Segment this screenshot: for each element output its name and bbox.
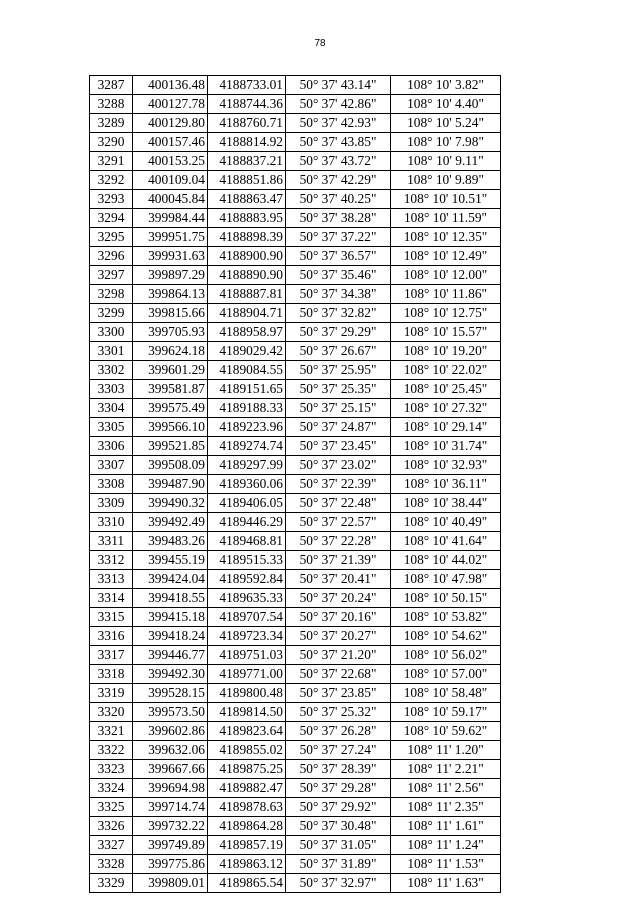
y-coordinate-cell: 4189865.54 bbox=[208, 874, 286, 893]
y-coordinate-cell: 4189751.03 bbox=[208, 646, 286, 665]
longitude-cell: 108° 10' 36.11" bbox=[391, 475, 501, 494]
x-coordinate-cell: 400045.84 bbox=[133, 190, 208, 209]
point-id-cell: 3329 bbox=[90, 874, 133, 893]
x-coordinate-cell: 399418.24 bbox=[133, 627, 208, 646]
x-coordinate-cell: 399490.32 bbox=[133, 494, 208, 513]
latitude-cell: 50° 37' 31.05" bbox=[286, 836, 391, 855]
latitude-cell: 50° 37' 26.67" bbox=[286, 342, 391, 361]
longitude-cell: 108° 10' 56.02" bbox=[391, 646, 501, 665]
longitude-cell: 108° 10' 27.32" bbox=[391, 399, 501, 418]
latitude-cell: 50° 37' 20.41" bbox=[286, 570, 391, 589]
y-coordinate-cell: 4189882.47 bbox=[208, 779, 286, 798]
table-row bbox=[90, 228, 501, 247]
table-row bbox=[90, 684, 501, 703]
x-coordinate-cell: 399575.49 bbox=[133, 399, 208, 418]
point-id-cell: 3321 bbox=[90, 722, 133, 741]
table-row bbox=[90, 380, 501, 399]
point-id-cell: 3328 bbox=[90, 855, 133, 874]
table-row bbox=[90, 570, 501, 589]
longitude-cell: 108° 11' 1.53" bbox=[391, 855, 501, 874]
table-row bbox=[90, 855, 501, 874]
y-coordinate-cell: 4189771.00 bbox=[208, 665, 286, 684]
y-coordinate-cell: 4188863.47 bbox=[208, 190, 286, 209]
longitude-cell: 108° 10' 5.24" bbox=[391, 114, 501, 133]
x-coordinate-cell: 399566.10 bbox=[133, 418, 208, 437]
point-id-cell: 3290 bbox=[90, 133, 133, 152]
table-row bbox=[90, 152, 501, 171]
table-row bbox=[90, 760, 501, 779]
table-row bbox=[90, 475, 501, 494]
point-id-cell: 3300 bbox=[90, 323, 133, 342]
x-coordinate-cell: 399714.74 bbox=[133, 798, 208, 817]
y-coordinate-cell: 4189800.48 bbox=[208, 684, 286, 703]
latitude-cell: 50° 37' 22.48" bbox=[286, 494, 391, 513]
point-id-cell: 3295 bbox=[90, 228, 133, 247]
point-id-cell: 3303 bbox=[90, 380, 133, 399]
longitude-cell: 108° 10' 58.48" bbox=[391, 684, 501, 703]
point-id-cell: 3289 bbox=[90, 114, 133, 133]
x-coordinate-cell: 399809.01 bbox=[133, 874, 208, 893]
point-id-cell: 3288 bbox=[90, 95, 133, 114]
y-coordinate-cell: 4188760.71 bbox=[208, 114, 286, 133]
x-coordinate-cell: 399446.77 bbox=[133, 646, 208, 665]
longitude-cell: 108° 10' 59.62" bbox=[391, 722, 501, 741]
longitude-cell: 108° 10' 47.98" bbox=[391, 570, 501, 589]
table-row bbox=[90, 266, 501, 285]
table-row bbox=[90, 399, 501, 418]
longitude-cell: 108° 11' 2.56" bbox=[391, 779, 501, 798]
table-row bbox=[90, 874, 501, 893]
longitude-cell: 108° 10' 59.17" bbox=[391, 703, 501, 722]
latitude-cell: 50° 37' 42.93" bbox=[286, 114, 391, 133]
point-id-cell: 3297 bbox=[90, 266, 133, 285]
point-id-cell: 3287 bbox=[90, 76, 133, 95]
x-coordinate-cell: 399424.04 bbox=[133, 570, 208, 589]
table-row bbox=[90, 456, 501, 475]
longitude-cell: 108° 10' 31.74" bbox=[391, 437, 501, 456]
y-coordinate-cell: 4189223.96 bbox=[208, 418, 286, 437]
table-row bbox=[90, 646, 501, 665]
y-coordinate-cell: 4188883.95 bbox=[208, 209, 286, 228]
longitude-cell: 108° 10' 11.86" bbox=[391, 285, 501, 304]
y-coordinate-cell: 4189823.64 bbox=[208, 722, 286, 741]
x-coordinate-cell: 399931.63 bbox=[133, 247, 208, 266]
longitude-cell: 108° 11' 1.63" bbox=[391, 874, 501, 893]
latitude-cell: 50° 37' 22.39" bbox=[286, 475, 391, 494]
table-row bbox=[90, 418, 501, 437]
x-coordinate-cell: 400109.04 bbox=[133, 171, 208, 190]
y-coordinate-cell: 4188887.81 bbox=[208, 285, 286, 304]
x-coordinate-cell: 399694.98 bbox=[133, 779, 208, 798]
point-id-cell: 3310 bbox=[90, 513, 133, 532]
longitude-cell: 108° 10' 29.14" bbox=[391, 418, 501, 437]
x-coordinate-cell: 399492.49 bbox=[133, 513, 208, 532]
y-coordinate-cell: 4189297.99 bbox=[208, 456, 286, 475]
table-row bbox=[90, 532, 501, 551]
x-coordinate-cell: 399415.18 bbox=[133, 608, 208, 627]
table-row bbox=[90, 665, 501, 684]
longitude-cell: 108° 11' 1.61" bbox=[391, 817, 501, 836]
longitude-cell: 108° 10' 12.49" bbox=[391, 247, 501, 266]
latitude-cell: 50° 37' 37.22" bbox=[286, 228, 391, 247]
longitude-cell: 108° 10' 44.02" bbox=[391, 551, 501, 570]
y-coordinate-cell: 4188837.21 bbox=[208, 152, 286, 171]
longitude-cell: 108° 10' 50.15" bbox=[391, 589, 501, 608]
latitude-cell: 50° 37' 27.24" bbox=[286, 741, 391, 760]
latitude-cell: 50° 37' 32.97" bbox=[286, 874, 391, 893]
point-id-cell: 3318 bbox=[90, 665, 133, 684]
y-coordinate-cell: 4189515.33 bbox=[208, 551, 286, 570]
x-coordinate-cell: 399455.19 bbox=[133, 551, 208, 570]
table-row bbox=[90, 114, 501, 133]
x-coordinate-cell: 399749.89 bbox=[133, 836, 208, 855]
table-row bbox=[90, 817, 501, 836]
point-id-cell: 3322 bbox=[90, 741, 133, 760]
y-coordinate-cell: 4189084.55 bbox=[208, 361, 286, 380]
table-row bbox=[90, 209, 501, 228]
x-coordinate-cell: 399732.22 bbox=[133, 817, 208, 836]
latitude-cell: 50° 37' 29.29" bbox=[286, 323, 391, 342]
x-coordinate-cell: 399418.55 bbox=[133, 589, 208, 608]
x-coordinate-cell: 399775.86 bbox=[133, 855, 208, 874]
x-coordinate-cell: 399508.09 bbox=[133, 456, 208, 475]
longitude-cell: 108° 10' 19.20" bbox=[391, 342, 501, 361]
point-id-cell: 3315 bbox=[90, 608, 133, 627]
point-id-cell: 3316 bbox=[90, 627, 133, 646]
y-coordinate-cell: 4189468.81 bbox=[208, 532, 286, 551]
latitude-cell: 50° 37' 42.86" bbox=[286, 95, 391, 114]
point-id-cell: 3304 bbox=[90, 399, 133, 418]
x-coordinate-cell: 399601.29 bbox=[133, 361, 208, 380]
x-coordinate-cell: 399951.75 bbox=[133, 228, 208, 247]
page-number: 78 bbox=[314, 38, 326, 49]
y-coordinate-cell: 4189029.42 bbox=[208, 342, 286, 361]
point-id-cell: 3307 bbox=[90, 456, 133, 475]
table-row bbox=[90, 285, 501, 304]
latitude-cell: 50° 37' 25.32" bbox=[286, 703, 391, 722]
y-coordinate-cell: 4189864.28 bbox=[208, 817, 286, 836]
latitude-cell: 50° 37' 42.29" bbox=[286, 171, 391, 190]
x-coordinate-cell: 399521.85 bbox=[133, 437, 208, 456]
y-coordinate-cell: 4188898.39 bbox=[208, 228, 286, 247]
longitude-cell: 108° 10' 40.49" bbox=[391, 513, 501, 532]
longitude-cell: 108° 10' 22.02" bbox=[391, 361, 501, 380]
latitude-cell: 50° 37' 21.20" bbox=[286, 646, 391, 665]
table-row bbox=[90, 513, 501, 532]
y-coordinate-cell: 4189878.63 bbox=[208, 798, 286, 817]
latitude-cell: 50° 37' 40.25" bbox=[286, 190, 391, 209]
longitude-cell: 108° 10' 11.59" bbox=[391, 209, 501, 228]
latitude-cell: 50° 37' 30.48" bbox=[286, 817, 391, 836]
x-coordinate-cell: 399705.93 bbox=[133, 323, 208, 342]
x-coordinate-cell: 399632.06 bbox=[133, 741, 208, 760]
x-coordinate-cell: 399492.30 bbox=[133, 665, 208, 684]
latitude-cell: 50° 37' 26.28" bbox=[286, 722, 391, 741]
longitude-cell: 108° 10' 25.45" bbox=[391, 380, 501, 399]
x-coordinate-cell: 399984.44 bbox=[133, 209, 208, 228]
latitude-cell: 50° 37' 20.27" bbox=[286, 627, 391, 646]
y-coordinate-cell: 4189274.74 bbox=[208, 437, 286, 456]
x-coordinate-cell: 399602.86 bbox=[133, 722, 208, 741]
point-id-cell: 3311 bbox=[90, 532, 133, 551]
longitude-cell: 108° 10' 54.62" bbox=[391, 627, 501, 646]
point-id-cell: 3298 bbox=[90, 285, 133, 304]
x-coordinate-cell: 399581.87 bbox=[133, 380, 208, 399]
point-id-cell: 3299 bbox=[90, 304, 133, 323]
latitude-cell: 50° 37' 20.24" bbox=[286, 589, 391, 608]
longitude-cell: 108° 10' 15.57" bbox=[391, 323, 501, 342]
y-coordinate-cell: 4188904.71 bbox=[208, 304, 286, 323]
latitude-cell: 50° 37' 28.39" bbox=[286, 760, 391, 779]
longitude-cell: 108° 10' 4.40" bbox=[391, 95, 501, 114]
longitude-cell: 108° 10' 7.98" bbox=[391, 133, 501, 152]
longitude-cell: 108° 10' 38.44" bbox=[391, 494, 501, 513]
latitude-cell: 50° 37' 25.95" bbox=[286, 361, 391, 380]
longitude-cell: 108° 10' 12.00" bbox=[391, 266, 501, 285]
table-row bbox=[90, 323, 501, 342]
y-coordinate-cell: 4189814.50 bbox=[208, 703, 286, 722]
table-row bbox=[90, 437, 501, 456]
table-row bbox=[90, 76, 501, 95]
table-row bbox=[90, 627, 501, 646]
latitude-cell: 50° 37' 31.89" bbox=[286, 855, 391, 874]
table-row bbox=[90, 190, 501, 209]
y-coordinate-cell: 4189707.54 bbox=[208, 608, 286, 627]
latitude-cell: 50° 37' 25.15" bbox=[286, 399, 391, 418]
x-coordinate-cell: 399483.26 bbox=[133, 532, 208, 551]
point-id-cell: 3313 bbox=[90, 570, 133, 589]
latitude-cell: 50° 37' 22.68" bbox=[286, 665, 391, 684]
point-id-cell: 3314 bbox=[90, 589, 133, 608]
table-row bbox=[90, 741, 501, 760]
point-id-cell: 3323 bbox=[90, 760, 133, 779]
point-id-cell: 3309 bbox=[90, 494, 133, 513]
latitude-cell: 50° 37' 38.28" bbox=[286, 209, 391, 228]
point-id-cell: 3327 bbox=[90, 836, 133, 855]
x-coordinate-cell: 399667.66 bbox=[133, 760, 208, 779]
y-coordinate-cell: 4189875.25 bbox=[208, 760, 286, 779]
y-coordinate-cell: 4189635.33 bbox=[208, 589, 286, 608]
table-row bbox=[90, 589, 501, 608]
point-id-cell: 3319 bbox=[90, 684, 133, 703]
x-coordinate-cell: 399864.13 bbox=[133, 285, 208, 304]
table-row bbox=[90, 304, 501, 323]
latitude-cell: 50° 37' 29.28" bbox=[286, 779, 391, 798]
longitude-cell: 108° 10' 12.35" bbox=[391, 228, 501, 247]
x-coordinate-cell: 399528.15 bbox=[133, 684, 208, 703]
y-coordinate-cell: 4189188.33 bbox=[208, 399, 286, 418]
latitude-cell: 50° 37' 23.85" bbox=[286, 684, 391, 703]
x-coordinate-cell: 399487.90 bbox=[133, 475, 208, 494]
point-id-cell: 3312 bbox=[90, 551, 133, 570]
table-row bbox=[90, 608, 501, 627]
latitude-cell: 50° 37' 23.02" bbox=[286, 456, 391, 475]
y-coordinate-cell: 4189863.12 bbox=[208, 855, 286, 874]
latitude-cell: 50° 37' 34.38" bbox=[286, 285, 391, 304]
table-row bbox=[90, 494, 501, 513]
x-coordinate-cell: 400127.78 bbox=[133, 95, 208, 114]
x-coordinate-cell: 399624.18 bbox=[133, 342, 208, 361]
table-row bbox=[90, 779, 501, 798]
point-id-cell: 3292 bbox=[90, 171, 133, 190]
latitude-cell: 50° 37' 35.46" bbox=[286, 266, 391, 285]
x-coordinate-cell: 400157.46 bbox=[133, 133, 208, 152]
point-id-cell: 3296 bbox=[90, 247, 133, 266]
point-id-cell: 3301 bbox=[90, 342, 133, 361]
y-coordinate-cell: 4189406.05 bbox=[208, 494, 286, 513]
point-id-cell: 3308 bbox=[90, 475, 133, 494]
longitude-cell: 108° 11' 1.20" bbox=[391, 741, 501, 760]
latitude-cell: 50° 37' 43.72" bbox=[286, 152, 391, 171]
y-coordinate-cell: 4188733.01 bbox=[208, 76, 286, 95]
latitude-cell: 50° 37' 24.87" bbox=[286, 418, 391, 437]
latitude-cell: 50° 37' 23.45" bbox=[286, 437, 391, 456]
point-id-cell: 3324 bbox=[90, 779, 133, 798]
longitude-cell: 108° 10' 12.75" bbox=[391, 304, 501, 323]
longitude-cell: 108° 10' 41.64" bbox=[391, 532, 501, 551]
longitude-cell: 108° 10' 9.89" bbox=[391, 171, 501, 190]
longitude-cell: 108° 11' 1.24" bbox=[391, 836, 501, 855]
y-coordinate-cell: 4189723.34 bbox=[208, 627, 286, 646]
y-coordinate-cell: 4188851.86 bbox=[208, 171, 286, 190]
y-coordinate-cell: 4189360.06 bbox=[208, 475, 286, 494]
table-row bbox=[90, 247, 501, 266]
point-id-cell: 3317 bbox=[90, 646, 133, 665]
point-id-cell: 3320 bbox=[90, 703, 133, 722]
latitude-cell: 50° 37' 43.14" bbox=[286, 76, 391, 95]
table-row bbox=[90, 836, 501, 855]
table-row bbox=[90, 95, 501, 114]
x-coordinate-cell: 399815.66 bbox=[133, 304, 208, 323]
longitude-cell: 108° 11' 2.35" bbox=[391, 798, 501, 817]
table-row bbox=[90, 171, 501, 190]
x-coordinate-cell: 399573.50 bbox=[133, 703, 208, 722]
longitude-cell: 108° 11' 2.21" bbox=[391, 760, 501, 779]
y-coordinate-cell: 4188744.36 bbox=[208, 95, 286, 114]
point-id-cell: 3306 bbox=[90, 437, 133, 456]
y-coordinate-cell: 4188890.90 bbox=[208, 266, 286, 285]
latitude-cell: 50° 37' 25.35" bbox=[286, 380, 391, 399]
point-id-cell: 3294 bbox=[90, 209, 133, 228]
y-coordinate-cell: 4189151.65 bbox=[208, 380, 286, 399]
table-row bbox=[90, 722, 501, 741]
table-row bbox=[90, 798, 501, 817]
longitude-cell: 108° 10' 10.51" bbox=[391, 190, 501, 209]
longitude-cell: 108° 10' 53.82" bbox=[391, 608, 501, 627]
y-coordinate-cell: 4189857.19 bbox=[208, 836, 286, 855]
x-coordinate-cell: 400153.25 bbox=[133, 152, 208, 171]
latitude-cell: 50° 37' 32.82" bbox=[286, 304, 391, 323]
coordinates-table-body bbox=[90, 76, 501, 893]
table-row bbox=[90, 551, 501, 570]
y-coordinate-cell: 4189446.29 bbox=[208, 513, 286, 532]
coordinates-table bbox=[89, 75, 501, 893]
y-coordinate-cell: 4188814.92 bbox=[208, 133, 286, 152]
latitude-cell: 50° 37' 22.57" bbox=[286, 513, 391, 532]
x-coordinate-cell: 399897.29 bbox=[133, 266, 208, 285]
point-id-cell: 3291 bbox=[90, 152, 133, 171]
latitude-cell: 50° 37' 43.85" bbox=[286, 133, 391, 152]
point-id-cell: 3302 bbox=[90, 361, 133, 380]
point-id-cell: 3326 bbox=[90, 817, 133, 836]
latitude-cell: 50° 37' 21.39" bbox=[286, 551, 391, 570]
latitude-cell: 50° 37' 22.28" bbox=[286, 532, 391, 551]
table-row bbox=[90, 361, 501, 380]
latitude-cell: 50° 37' 29.92" bbox=[286, 798, 391, 817]
x-coordinate-cell: 400129.80 bbox=[133, 114, 208, 133]
table-row bbox=[90, 342, 501, 361]
longitude-cell: 108° 10' 9.11" bbox=[391, 152, 501, 171]
y-coordinate-cell: 4189592.84 bbox=[208, 570, 286, 589]
longitude-cell: 108° 10' 57.00" bbox=[391, 665, 501, 684]
y-coordinate-cell: 4189855.02 bbox=[208, 741, 286, 760]
longitude-cell: 108° 10' 3.82" bbox=[391, 76, 501, 95]
y-coordinate-cell: 4188900.90 bbox=[208, 247, 286, 266]
table-row bbox=[90, 133, 501, 152]
latitude-cell: 50° 37' 20.16" bbox=[286, 608, 391, 627]
longitude-cell: 108° 10' 32.93" bbox=[391, 456, 501, 475]
point-id-cell: 3325 bbox=[90, 798, 133, 817]
table-row bbox=[90, 703, 501, 722]
y-coordinate-cell: 4188958.97 bbox=[208, 323, 286, 342]
point-id-cell: 3305 bbox=[90, 418, 133, 437]
x-coordinate-cell: 400136.48 bbox=[133, 76, 208, 95]
latitude-cell: 50° 37' 36.57" bbox=[286, 247, 391, 266]
point-id-cell: 3293 bbox=[90, 190, 133, 209]
